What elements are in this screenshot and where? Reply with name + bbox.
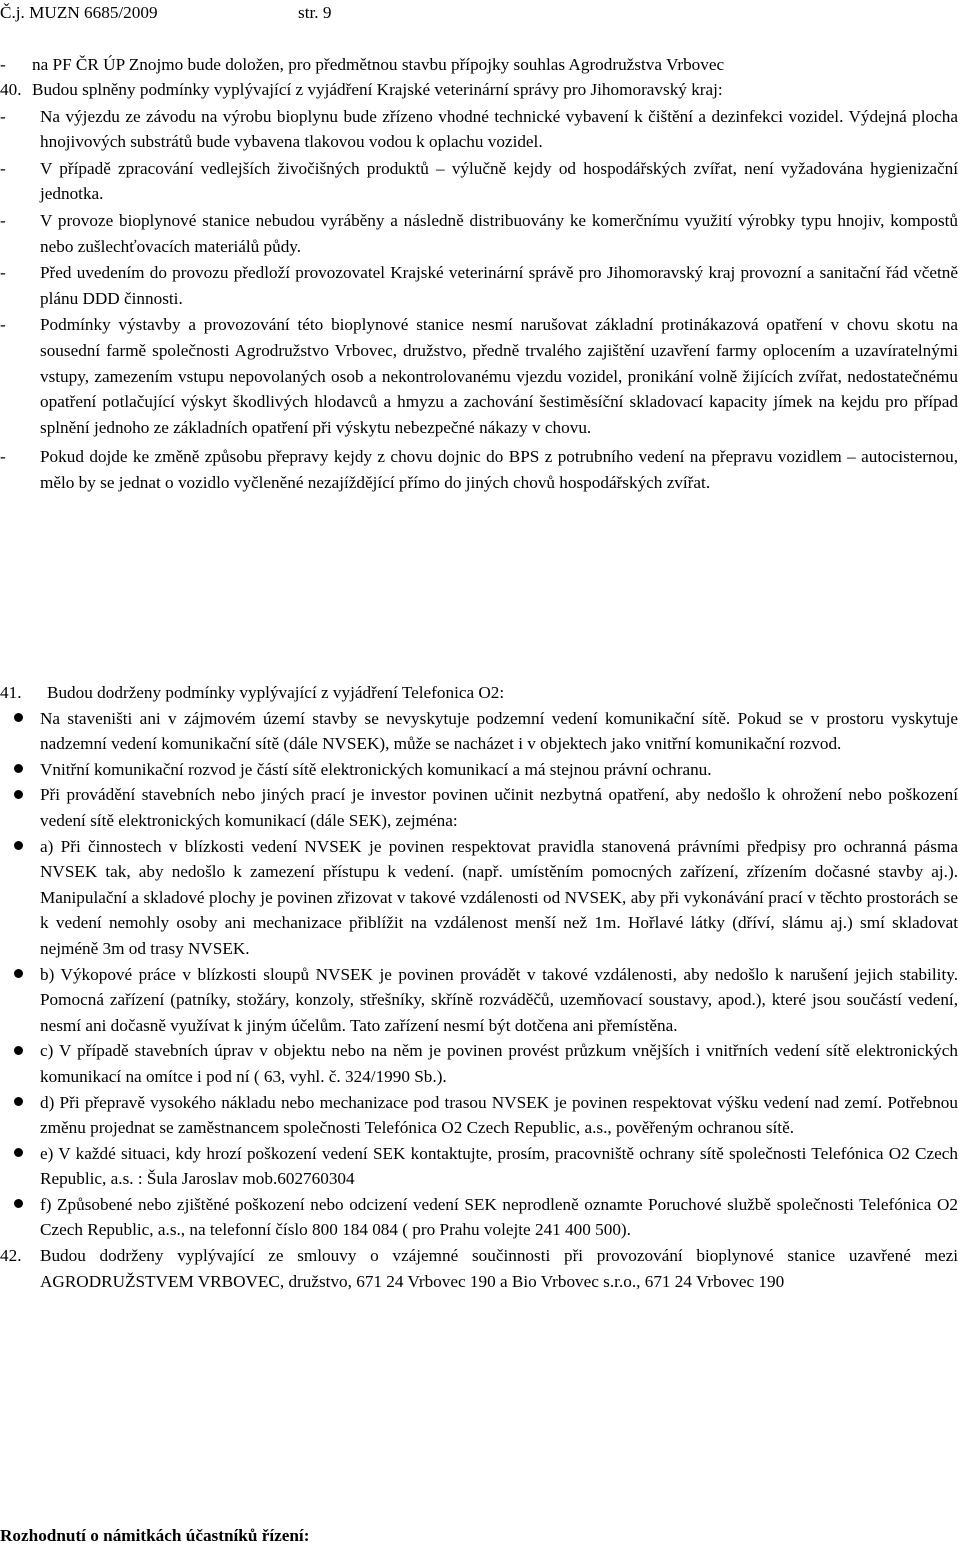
bullet-text: f) Způsobené nebo zjištěné poškození nebo odcizení vedení SEK neprodleně oznamte Poruchové službě společnosti Telefónica O2 Czech Republic, a.s., na telefonní číslo 800 184 084 ( pro Prahu volejte 241 400 500). (40, 1194, 958, 1240)
bullet-item (0, 834, 958, 962)
item-text: Budou dodrženy podmínky vyplývající z vyjádření Telefonica O2: (47, 683, 505, 702)
section-heading: Rozhodnutí o námitkách účastníků řízení: (0, 1526, 310, 1545)
intro-text: na PF ČR ÚP Znojmo bude doložen, pro předmětnou stavbu přípojky souhlas Agrodružstva Vrbovec (32, 55, 725, 74)
intro-block (0, 52, 958, 78)
list-item (0, 156, 958, 207)
bullet-item (0, 1141, 958, 1192)
item-40-heading (0, 77, 958, 103)
bullet-item (0, 757, 958, 783)
bullet-text: Na staveništi ani v zájmovém území stavby se nevyskytuje podzemní vedení komunikační sítě. Pokud se v prostoru vyskytuje nadzemní vedení komunikační sítě (dále NVSEK), může se nacházet i v objektech jako vnitřní komunikační rozvod. (40, 708, 958, 754)
bullet-marker (14, 1038, 40, 1064)
list-item-text: Před uvedením do provozu předloží provozovatel Krajské veterinární správě pro Jihomoravský kraj provozní a sanitační řád včetně plánu DDD činnosti. (40, 263, 958, 308)
bullet-text: a) Při činnostech v blízkosti vedení NVSEK je povinen respektovat pravidla stanovená právními předpisy pro ochranná pásma NVSEK tak, aby nedošlo k zamezení přístupu k vedení. (např. umístěním pomocných zařízení, zřízením dočasné stavby aj.). Manipulační a skladové plochy je povinen zřizovat v takové vzdálenosti od NVSEK, aby při vykonávání prací v těchto prostorách se k vedení nemohly osoby ani mechanizace přiblížit na vzdálenost menší než 1m. Hořlavé látky (dříví, slámu aj.) smí skladovat nejméně 3m od trasy NVSEK. (40, 836, 958, 958)
list-item-text: Pokud dojde ke změně způsobu přepravy kejdy z chovu dojnic do BPS z potrubního vedení na přepravu vozidlem – autocisternou, mělo by se jednat o vozidlo vyčleněné nezajíždějící přímo do jiných chovů hospodářských zvířat. (40, 447, 958, 492)
item-text: Budou dodrženy vyplývající ze smlouvy o vzájemné součinnosti při provozování bioplynové stanice uzavřené mezi AGRODRUŽSTVEM VRBOVEC, družstvo, 671 24 Vrbovec 190 a Bio Vrbovec s.r.o., 671 24 Vrbovec 190 (40, 1246, 958, 1291)
list-item-text: V provoze bioplynové stanice nebudou vyráběny a následně distribuovány ke komerčnímu využití výrobky typu hnojiv, kompostů nebo zušlechťovacích materiálů půdy. (40, 210, 958, 256)
list-item (0, 208, 958, 259)
bullet-item (0, 1038, 958, 1089)
item-40 (0, 77, 958, 496)
bullet-item (0, 1090, 958, 1141)
dash-marker: - (0, 158, 6, 178)
dash-marker: - (0, 447, 6, 467)
list-item (0, 312, 958, 440)
dash-marker: - (0, 106, 6, 126)
bullet-marker (14, 706, 40, 732)
item-41-heading (0, 680, 958, 706)
bullet-item (0, 782, 958, 833)
dash-marker: - (0, 55, 6, 74)
dash-marker: - (0, 210, 6, 230)
item-text: Budou splněny podmínky vyplývající z vyjádření Krajské veterinární správy pro Jihomoravský kraj: (32, 80, 723, 99)
bullet-text: d) Při přepravě vysokého nákladu nebo mechanizace pod trasou NVSEK je povinen respektovat výšku vedení nad zemí. Potřebnou změnu projednat se zaměstnancem společnosti Telefónica O2 Czech Republic, a.s., pověřeným ochranou sítě. (40, 1092, 958, 1138)
bullet-text: Vnitřní komunikační rozvod je částí sítě elektronických komunikací a má stejnou právní ochranu. (40, 759, 712, 779)
bullet-marker (14, 1192, 40, 1218)
bullet-text: Při provádění stavebních nebo jiných prací je investor povinen učinit nezbytná opatření, aby nedošlo k ohrožení nebo poškození vedení sítě elektronických komunikací (dále SEK), zejména: (40, 785, 958, 830)
item-number: 42. (0, 1246, 22, 1266)
bullet-text: e) V každé situaci, kdy hrozí poškození vedení SEK kontaktujte, prosím, pracovniště ochrany sítě společnosti Telefónica O2 Czech Republic, a.s. : Šula Jaroslav mob.602760304 (40, 1143, 958, 1189)
bullet-marker (14, 782, 40, 808)
bullet-marker (14, 834, 40, 860)
item-42-heading (0, 1243, 958, 1294)
bullet-marker (14, 757, 40, 783)
item-number: 41. (0, 683, 22, 702)
bullet-text: c) V případě stavebních úprav v objektu nebo na něm je povinen provést průzkum vnějších i vnitřních vedení sítě elektronických komunikací na omítce i pod ní ( 63, vyhl. č. 324/1990 Sb.). (40, 1041, 958, 1086)
bullet-text: b) Výkopové práce v blízkosti sloupů NVSEK je povinen provádět v takové vzdálenosti, aby nedošlo k narušení jejich stability. Pomocná zařízení (patníky, stožáry, konzoly, střešníky, skříně rozváděčů, uzemňovací soustavy, apod.), které jsou součástí vedení, nesmí ani dočasně využívat k jiným účelům. Tato zařízení nesmí být dotčena ani přemístěna. (40, 964, 958, 1035)
list-item-text: Podmínky výstavby a provozování této bioplynové stanice nesmí narušovat základní protinákazová opatření v chovu skotu na sousední farmě společnosti Agrodružstvo Vrbovec, družstvo, předně trvalého zajištění uzavření farmy oplocením a uzavíratelnými vstupy, zamezením vstupu nepovolaných osob a nekontrolovanému vjezdu vozidel, pronikání volně žijících zvířat, nedostatečnému opatření potlačující výskyt škodlivých hlodavců a hmyzu a zachování šestiměsíční skladovací kapacity jímek na kejdu pro případ splnění jednoho ze základních opatření při výskytu nebezpečné nákazy v chovu. (40, 315, 958, 437)
list-item (0, 52, 958, 78)
item-number: 40. (0, 80, 22, 99)
bullet-item (0, 962, 958, 1039)
list-item (0, 260, 958, 311)
bullet-marker (14, 1090, 40, 1116)
page-number: str. 9 (298, 3, 332, 22)
bullet-item (0, 706, 958, 757)
dash-marker: - (0, 263, 6, 283)
page-header (0, 0, 960, 26)
item-41 (0, 680, 958, 1294)
list-item (0, 104, 958, 155)
reference-number: Č.j. MUZN 6685/2009 (0, 3, 158, 22)
list-item (0, 444, 958, 495)
dash-marker: - (0, 315, 6, 335)
list-item-text: V případě zpracování vedlejších živočišných produktů – výlučně kejdy od hospodářských zvířat, není vyžadována hygienizační jednotka. (40, 158, 958, 204)
bullet-item (0, 1192, 958, 1243)
list-item-text: Na výjezdu ze závodu na výrobu bioplynu bude zřízeno vhodné technické vybavení k čištění a dezinfekci vozidel. Výdejná plocha hnojivových substrátů bude vybavena tlakovou vodou k oplachu vozidel. (40, 106, 958, 152)
bullet-marker (14, 1141, 40, 1167)
bullet-marker (14, 962, 40, 988)
